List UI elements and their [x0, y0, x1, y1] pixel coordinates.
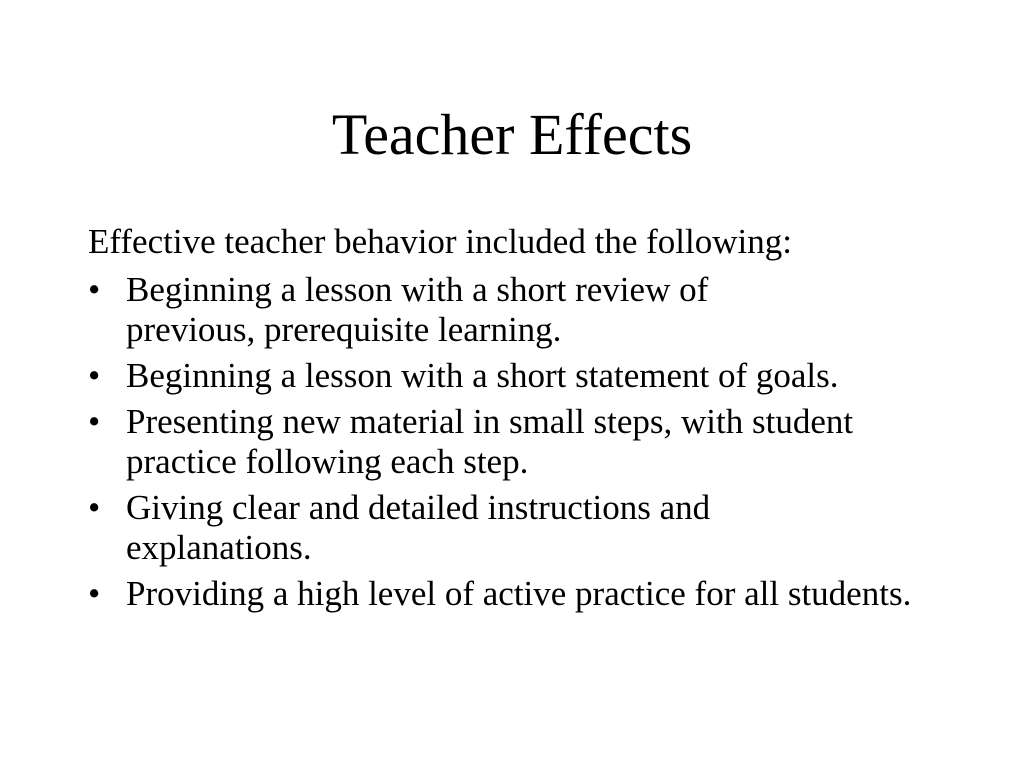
bullet-icon: •: [88, 402, 101, 441]
bullet-item: [88, 574, 926, 614]
bullet-item: [88, 270, 826, 350]
bullet-text: Beginning a lesson with a short review of previous, prerequisite learning.: [126, 270, 709, 349]
slide-body: [88, 222, 968, 620]
bullet-text: Giving clear and detailed instructions and explanations.: [126, 488, 711, 567]
bullet-list: [88, 270, 968, 614]
bullet-item: [88, 356, 968, 396]
bullet-text: Presenting new material in small steps, with student practice following each step.: [126, 402, 854, 481]
bullet-icon: •: [88, 270, 101, 309]
bullet-icon: •: [88, 488, 101, 527]
intro-text: Effective teacher behavior included the following:: [88, 222, 792, 261]
slide-title: Teacher Effects: [331, 102, 693, 167]
bullet-item: [88, 488, 846, 568]
bullet-icon: •: [88, 356, 101, 395]
bullet-icon: •: [88, 574, 101, 613]
bullet-text: Providing a high level of active practice for all students.: [126, 574, 912, 613]
bullet-item: [88, 402, 886, 482]
bullet-text: Beginning a lesson with a short statement of goals.: [126, 356, 839, 395]
